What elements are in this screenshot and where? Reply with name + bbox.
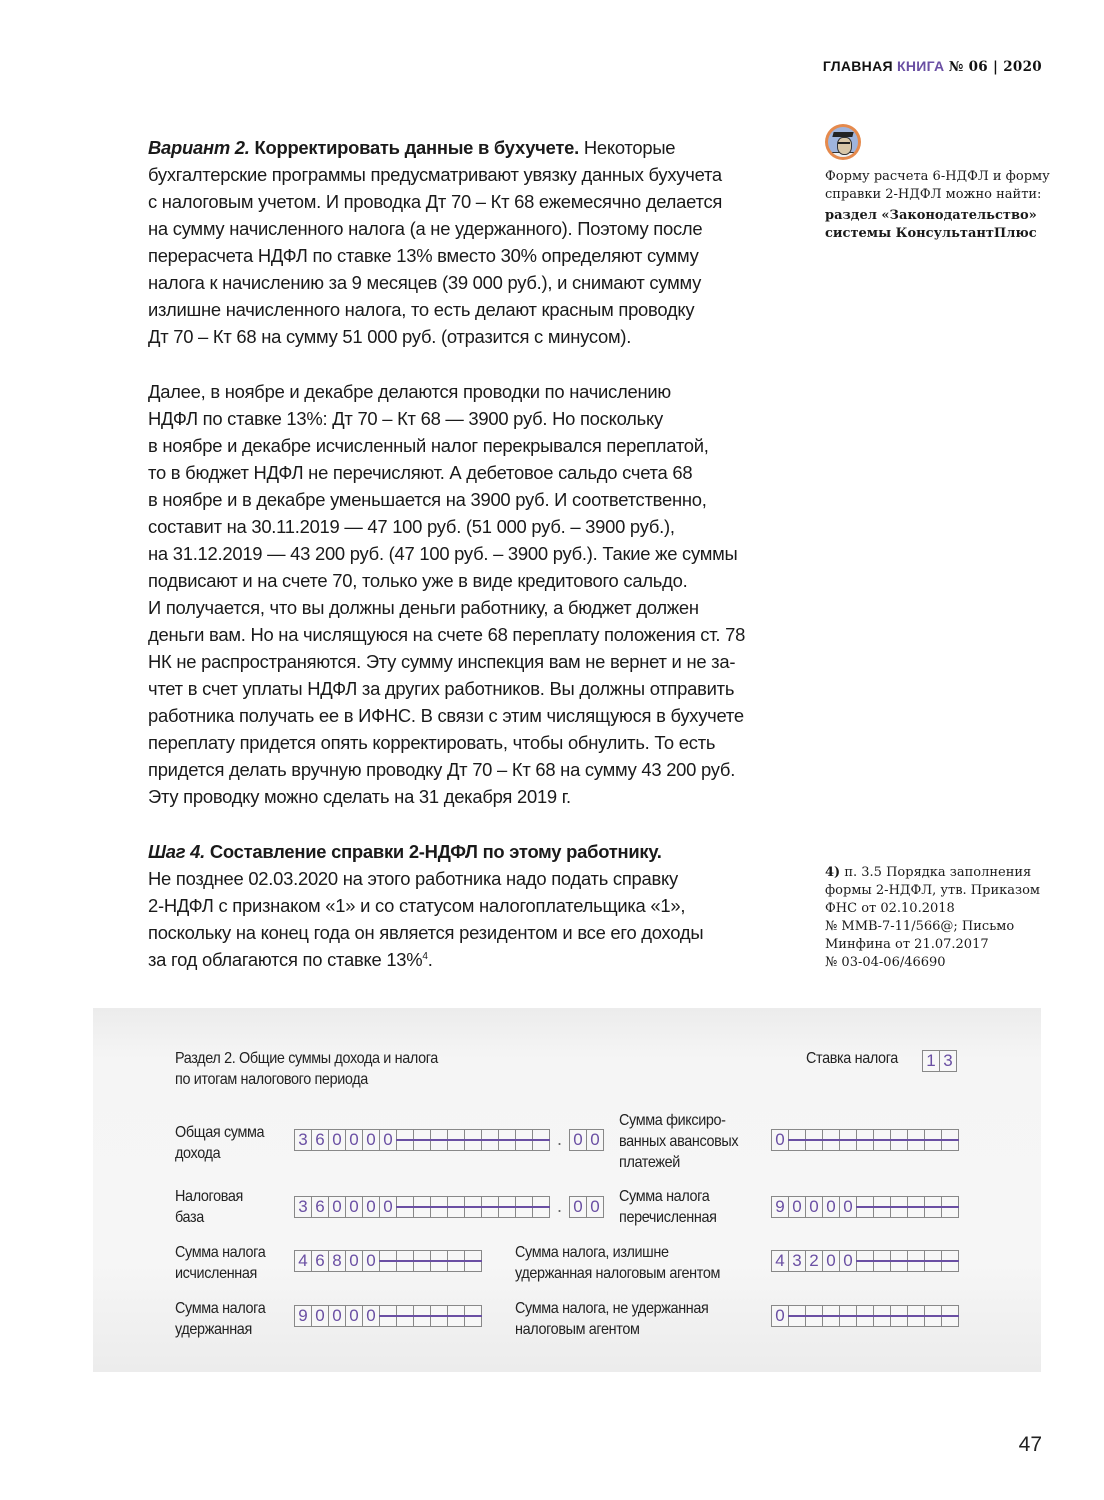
lead-italic: Шаг 4. (148, 841, 205, 862)
text-line: переплату придется опять корректировать, чтобы обнулить. То есть (148, 732, 716, 753)
total-income-label: Общая сумма дохода (175, 1124, 265, 1162)
digit-cell: 0 (771, 1305, 789, 1327)
empty-cell (498, 1129, 516, 1151)
digit-cell: 3 (939, 1050, 957, 1072)
empty-cell (890, 1250, 908, 1272)
decimal-separator: . (557, 1129, 563, 1149)
empty-cell (430, 1129, 448, 1151)
paragraph-variant-2 (148, 134, 788, 350)
tax-base-label: Налоговая база (175, 1188, 243, 1226)
empty-cell (379, 1305, 397, 1327)
lead-bold: Составление справки 2-НДФЛ по этому работнику. (209, 841, 662, 862)
empty-cell (430, 1250, 448, 1272)
empty-cell (788, 1129, 806, 1151)
empty-cell (856, 1129, 874, 1151)
digit-cell: 0 (345, 1196, 363, 1218)
text-line: за год облагаются по ставке 13% (148, 949, 423, 970)
text-line: Не позднее 02.03.2020 на этого работника надо подать справку (148, 868, 678, 889)
text-line: Некоторые (583, 137, 676, 158)
paragraph-further (148, 378, 788, 810)
empty-cell (464, 1250, 482, 1272)
digit-cell: 0 (362, 1129, 380, 1151)
digit-cell: 0 (362, 1305, 380, 1327)
digit-cell: 2 (805, 1250, 823, 1272)
empty-cell (907, 1196, 925, 1218)
empty-cell (924, 1305, 942, 1327)
digit-cell: 0 (345, 1250, 363, 1272)
empty-cell (447, 1196, 465, 1218)
text-line: бухгалтерские программы предусматривают увязку данных бухучета (148, 164, 722, 185)
empty-cell (413, 1196, 431, 1218)
text-line: деньги вам. Но на числящуюся на счете 68 переплату положения ст. 78 (148, 624, 746, 645)
fixed-advances-field[interactable] (771, 1129, 959, 1151)
empty-cell (430, 1305, 448, 1327)
tax-rate-field[interactable] (922, 1050, 957, 1072)
empty-cell (447, 1129, 465, 1151)
text-line: перерасчета НДФЛ по ставке 13% вместо 30% определяют сумму (148, 245, 699, 266)
text-line: НК не распространяются. Эту сумму инспекция вам не вернет и не за- (148, 651, 736, 672)
tax-over-withheld-label: Сумма налога, излишне удержанная налоговым агентом (515, 1244, 721, 1282)
tax-not-withheld-label: Сумма налога, не удержанная налоговым агентом (515, 1300, 709, 1338)
note-line: № ММВ-7-11/566@; Письмо (825, 919, 1015, 934)
empty-cell (941, 1305, 959, 1327)
digit-cell: 0 (362, 1196, 380, 1218)
empty-cell (873, 1129, 891, 1151)
digit-cell: 0 (822, 1196, 840, 1218)
empty-cell (941, 1196, 959, 1218)
digit-cell: 0 (822, 1250, 840, 1272)
digit-cell: 9 (771, 1196, 789, 1218)
note-bold-line: раздел «Законодательство» (825, 208, 1037, 223)
empty-cell (430, 1196, 448, 1218)
empty-cell (890, 1196, 908, 1218)
empty-cell (447, 1250, 465, 1272)
empty-cell (856, 1196, 874, 1218)
digit-cell: 0 (328, 1196, 346, 1218)
empty-cell (515, 1196, 533, 1218)
digit-cell: 6 (311, 1196, 329, 1218)
tax-calculated-field[interactable] (294, 1250, 482, 1272)
tax-base-field[interactable] (294, 1196, 550, 1218)
empty-cell (907, 1305, 925, 1327)
empty-cell (805, 1129, 823, 1151)
note-line: справки 2-НДФЛ можно найти: (825, 187, 1042, 202)
masthead-title: ГЛАВНАЯ (822, 58, 893, 74)
empty-cell (464, 1305, 482, 1327)
tax-over-withheld-field[interactable] (771, 1250, 959, 1272)
digit-cell: 0 (379, 1196, 397, 1218)
empty-cell (464, 1129, 482, 1151)
text-line: в ноябре и декабре исчисленный налог перекрывался переплатой, (148, 435, 709, 456)
professor-avatar-icon (825, 124, 861, 160)
text-line: придется делать вручную проводку Дт 70 – Кт 68 на сумму 43 200 руб. (148, 759, 736, 780)
digit-cell: 0 (328, 1129, 346, 1151)
digit-cell: 0 (311, 1305, 329, 1327)
text-line: поскольку на конец года он является резидентом и все его доходы (148, 922, 704, 943)
digit-cell: 0 (362, 1250, 380, 1272)
digit-cell: 0 (328, 1305, 346, 1327)
digit-cell: 0 (839, 1250, 857, 1272)
total-income-kopecks-field[interactable] (569, 1129, 604, 1151)
footnote-4 (825, 864, 1055, 972)
text-line: на 31.12.2019 — 43 200 руб. (47 100 руб. – 3900 руб.). Такие же суммы (148, 543, 738, 564)
fixed-advances-label: Сумма фиксиро- ванных авансовых платежей (619, 1112, 739, 1171)
digit-cell: 0 (569, 1129, 587, 1151)
tax-withheld-label: Сумма налога удержанная (175, 1300, 266, 1338)
text-line: 2-НДФЛ с признаком «1» и со статусом налогоплательщика «1», (148, 895, 686, 916)
digit-cell: 0 (771, 1129, 789, 1151)
digit-cell: 0 (839, 1196, 857, 1218)
tax-transferred-label: Сумма налога перечисленная (619, 1188, 717, 1226)
text-punct: . (427, 949, 433, 970)
digit-cell: 0 (586, 1129, 604, 1151)
page-number: 47 (1018, 1433, 1042, 1456)
text-line: И получается, что вы должны деньги работнику, а бюджет должен (148, 597, 699, 618)
digit-cell: 3 (294, 1196, 312, 1218)
digit-cell: 6 (311, 1250, 329, 1272)
empty-cell (396, 1129, 414, 1151)
text-line: налога к начислению за 9 месяцев (39 000 руб.), и снимают сумму (148, 272, 702, 293)
empty-cell (839, 1305, 857, 1327)
empty-cell (396, 1196, 414, 1218)
empty-cell (873, 1305, 891, 1327)
tax-rate-label: Ставка налога (806, 1050, 898, 1067)
text-line: НДФЛ по ставке 13%: Дт 70 – Кт 68 — 3900 руб. Но поскольку (148, 408, 663, 429)
digit-cell: 3 (788, 1250, 806, 1272)
empty-cell (822, 1305, 840, 1327)
empty-cell (839, 1129, 857, 1151)
digit-cell: 0 (345, 1129, 363, 1151)
sidebar-note-consultant (825, 168, 1055, 243)
empty-cell (413, 1250, 431, 1272)
empty-cell (890, 1129, 908, 1151)
torn-edge-bottom (93, 1369, 1041, 1375)
note-line: ФНС от 02.10.2018 (825, 901, 955, 916)
digit-cell: 4 (771, 1250, 789, 1272)
digit-cell: 0 (379, 1129, 397, 1151)
text-line: Далее, в ноябре и декабре делаются проводки по начислению (148, 381, 671, 402)
text-line: чтет в счет уплаты НДФЛ за других работников. Вы должны отправить (148, 678, 735, 699)
tax-calculated-label: Сумма налога исчисленная (175, 1244, 266, 1282)
empty-cell (481, 1196, 499, 1218)
empty-cell (379, 1250, 397, 1272)
empty-cell (907, 1250, 925, 1272)
text-line: на сумму начисленного налога (а не удержанного). Поэтому после (148, 218, 703, 239)
text-line: с налоговым учетом. И проводка Дт 70 – Кт 68 ежемесячно делается (148, 191, 723, 212)
footnote-ref[interactable]: 4 (422, 951, 428, 962)
lead-bold: Корректировать данные в бухучете. (254, 137, 579, 158)
masthead-title-accent: КНИГА (897, 58, 945, 74)
form-2ndfl-section-2 (93, 1008, 1041, 1372)
total-income-field[interactable] (294, 1129, 550, 1151)
empty-cell (481, 1129, 499, 1151)
note-line: п. 3.5 Порядка заполнения (844, 865, 1032, 880)
empty-cell (941, 1129, 959, 1151)
empty-cell (532, 1129, 550, 1151)
text-line: Эту проводку можно сделать на 31 декабря 2019 г. (148, 786, 571, 807)
empty-cell (396, 1250, 414, 1272)
empty-cell (907, 1129, 925, 1151)
text-line: то в бюджет НДФЛ не перечисляют. А дебетовое сальдо счета 68 (148, 462, 693, 483)
empty-cell (447, 1305, 465, 1327)
digit-cell: 6 (311, 1129, 329, 1151)
digit-cell: 0 (586, 1196, 604, 1218)
tax-withheld-field[interactable] (294, 1305, 482, 1327)
empty-cell (515, 1129, 533, 1151)
lead-italic: Вариант 2. (148, 137, 250, 158)
empty-cell (413, 1129, 431, 1151)
empty-cell (941, 1250, 959, 1272)
empty-cell (873, 1196, 891, 1218)
digit-cell: 0 (569, 1196, 587, 1218)
digit-cell: 8 (328, 1250, 346, 1272)
empty-cell (924, 1196, 942, 1218)
text-line: Дт 70 – Кт 68 на сумму 51 000 руб. (отразится с минусом). (148, 326, 632, 347)
masthead-issue: № 06 | 2020 (948, 59, 1042, 75)
note-line: Форму расчета 6-НДФЛ и форму (825, 169, 1050, 184)
note-line: Минфина от 21.07.2017 (825, 937, 989, 952)
empty-cell (498, 1196, 516, 1218)
text-line: подвисают и на счете 70, только уже в виде кредитового сальдо. (148, 570, 688, 591)
empty-cell (924, 1250, 942, 1272)
footnote-number: 4) (825, 865, 841, 880)
digit-cell: 0 (345, 1305, 363, 1327)
empty-cell (413, 1305, 431, 1327)
digit-cell: 0 (805, 1196, 823, 1218)
torn-edge-top (93, 1004, 1041, 1010)
text-line: в ноябре и в декабре уменьшается на 3900 руб. И соответственно, (148, 489, 707, 510)
digit-cell: 4 (294, 1250, 312, 1272)
digit-cell: 0 (788, 1196, 806, 1218)
digit-cell: 1 (922, 1050, 940, 1072)
empty-cell (822, 1129, 840, 1151)
digit-cell: 9 (294, 1305, 312, 1327)
tax-base-kopecks-field[interactable] (569, 1196, 604, 1218)
note-bold-line: системы КонсультантПлюс (825, 226, 1037, 241)
note-line: формы 2-НДФЛ, утв. Приказом (825, 883, 1041, 898)
tax-not-withheld-field[interactable] (771, 1305, 959, 1327)
text-line: работника получать ее в ИФНС. В связи с этим числящуюся в бухучете (148, 705, 744, 726)
digit-cell: 3 (294, 1129, 312, 1151)
empty-cell (856, 1250, 874, 1272)
text-line: составит на 30.11.2019 — 47 100 руб. (51 000 руб. – 3900 руб.), (148, 516, 675, 537)
empty-cell (532, 1196, 550, 1218)
empty-cell (856, 1305, 874, 1327)
text-line: излишне начисленного налога, то есть делают красным проводку (148, 299, 695, 320)
form-section-title: Раздел 2. Общие суммы дохода и налога по итогам налогового периода (175, 1050, 438, 1088)
empty-cell (805, 1305, 823, 1327)
note-line: № 03-04-06/46690 (825, 955, 946, 970)
decimal-separator: . (557, 1196, 563, 1216)
empty-cell (396, 1305, 414, 1327)
empty-cell (924, 1129, 942, 1151)
tax-transferred-field[interactable] (771, 1196, 959, 1218)
masthead (823, 58, 1042, 75)
empty-cell (464, 1196, 482, 1218)
empty-cell (890, 1305, 908, 1327)
empty-cell (788, 1305, 806, 1327)
empty-cell (873, 1250, 891, 1272)
paragraph-step-4 (148, 838, 788, 973)
